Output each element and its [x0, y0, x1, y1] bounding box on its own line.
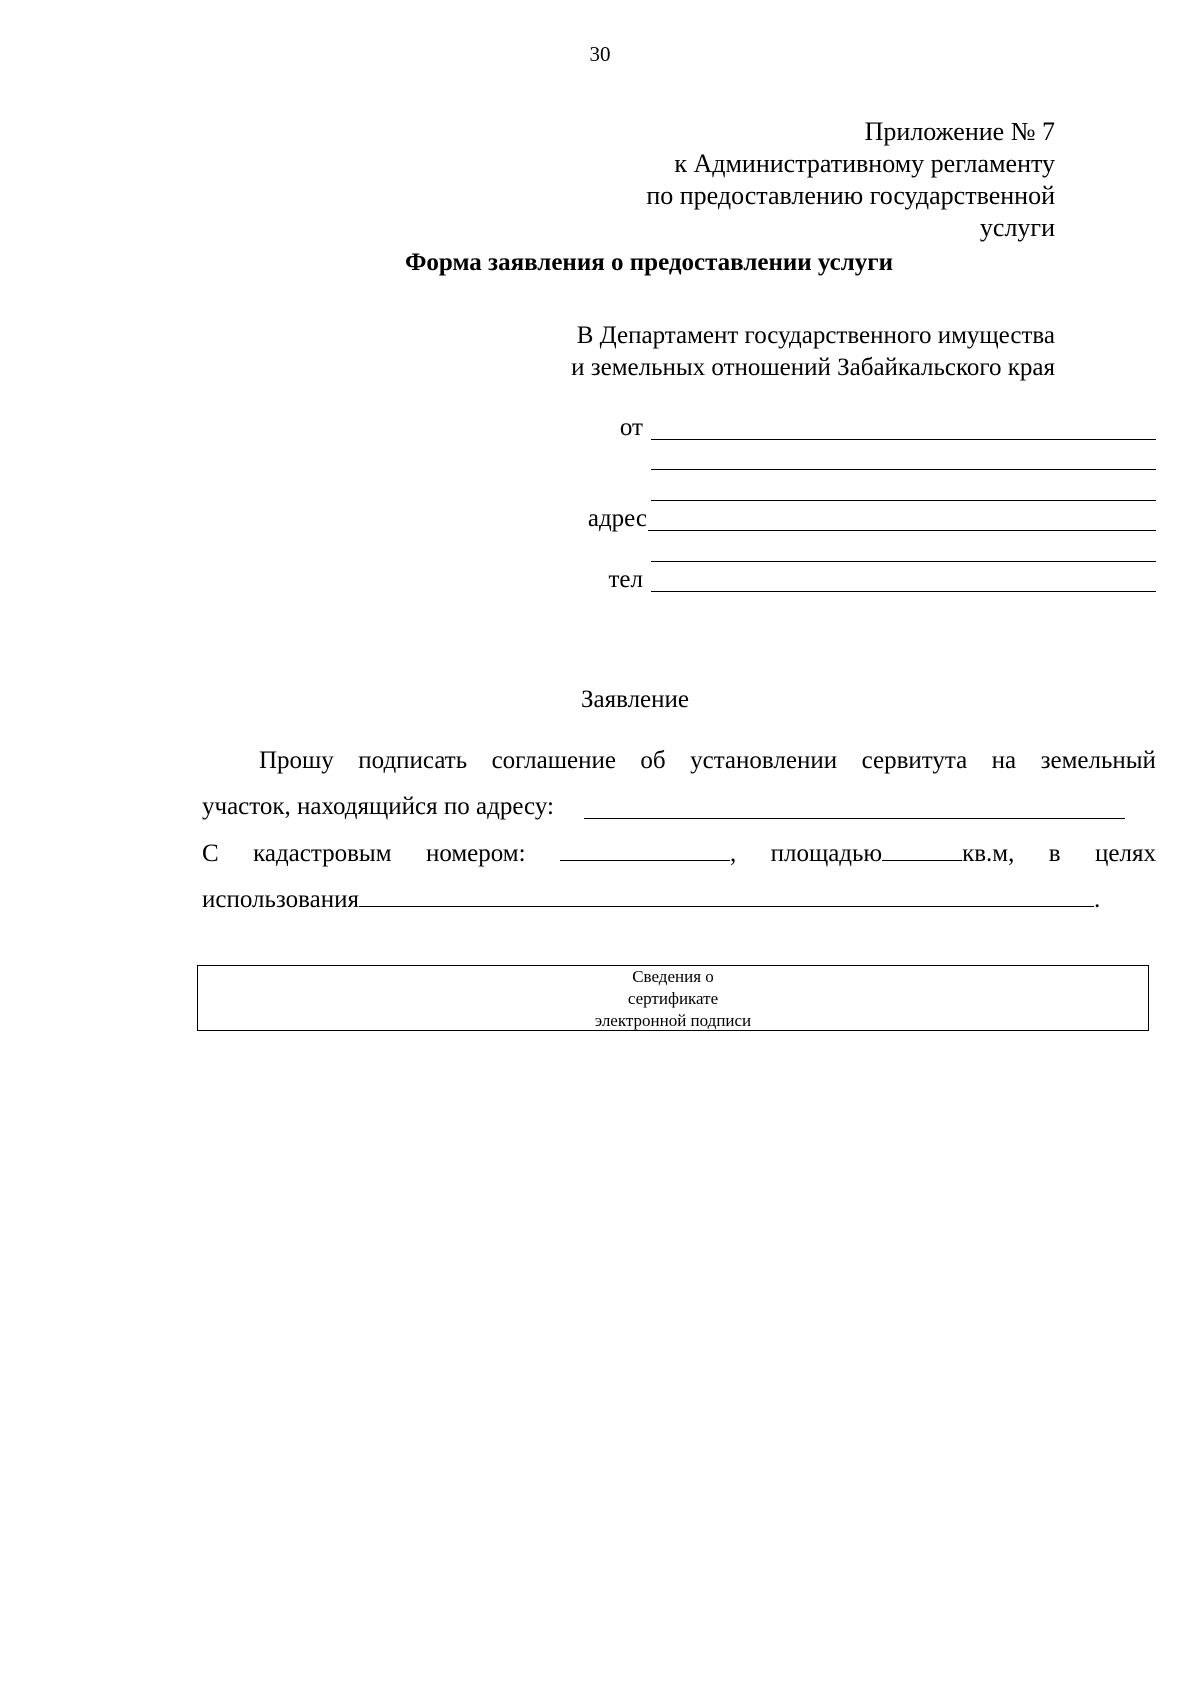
statement-word: кадастровым [253, 840, 392, 867]
appendix-line: Приложение № 7 [864, 117, 1055, 146]
statement-word: подписать [358, 747, 468, 774]
address-label: адрес [587, 505, 647, 532]
statement-word: сервитута [861, 747, 968, 774]
statement-word: С [202, 840, 219, 867]
statement-heading [0, 686, 1200, 714]
form-title [0, 249, 1200, 277]
cadastral-number-field-line[interactable] [560, 838, 730, 861]
certificate-line: сертификате [627, 989, 719, 1008]
addressee-line: В Департамент государственного имущества [576, 322, 1055, 349]
phone-label: тел [608, 566, 643, 593]
from-field-line-1[interactable] [651, 439, 1156, 440]
statement-word: кв.м, [962, 840, 1015, 867]
statement-word: площадью [770, 840, 883, 867]
cadastral-number-group [560, 838, 736, 869]
statement-word: об [640, 747, 666, 774]
address-field-line-2[interactable] [651, 561, 1156, 562]
statement-line-3 [202, 838, 1156, 869]
statement-word: установлении [690, 747, 838, 774]
addressee-line: и земельных отношений Забайкальского края [571, 354, 1055, 381]
form-title-text: Форма заявления о предоставлении услуги [404, 249, 894, 276]
statement-word: на [991, 747, 1017, 774]
statement-word: в [1048, 840, 1061, 867]
purpose-label: использования [202, 886, 359, 913]
statement-line-4 [202, 884, 1100, 915]
certificate-info-box [197, 965, 1149, 1031]
from-label: от [619, 414, 643, 441]
statement-word: соглашение [491, 747, 616, 774]
comma: , [729, 840, 737, 867]
statement-heading-text: Заявление [580, 686, 690, 713]
address-prompt: участок, находящийся по адресу: [202, 793, 554, 820]
statement-line-1 [259, 746, 1156, 776]
land-address-field-line[interactable] [584, 818, 1125, 819]
certificate-line: Сведения о [632, 967, 714, 986]
statement-word: целях [1095, 840, 1156, 867]
statement-word: Прошу [259, 747, 334, 774]
address-field-line-1[interactable] [648, 530, 1156, 531]
purpose-field-line[interactable] [359, 884, 1094, 907]
area-field-line[interactable] [882, 838, 962, 861]
area-group [771, 838, 1015, 869]
period: . [1093, 886, 1101, 913]
statement-word: земельный [1040, 747, 1156, 774]
from-field-line-2[interactable] [651, 469, 1156, 470]
appendix-line: к Административному регламенту [674, 149, 1055, 178]
page-number: 30 [589, 42, 611, 66]
from-field-line-3[interactable] [651, 500, 1156, 501]
appendix-line: по предоставлению государственной [646, 181, 1055, 210]
phone-field-line[interactable] [651, 591, 1156, 592]
appendix-line: услуги [979, 213, 1055, 242]
statement-word: номером: [425, 840, 526, 867]
statement-line-2 [202, 792, 554, 822]
certificate-line: электронной подписи [594, 1011, 752, 1030]
